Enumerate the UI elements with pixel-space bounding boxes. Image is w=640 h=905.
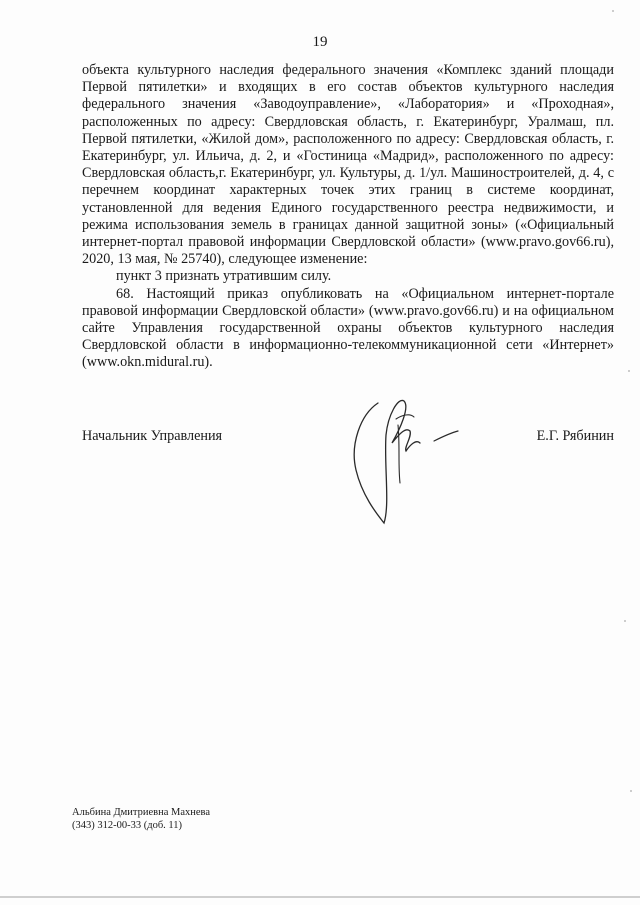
signature-block [82,428,614,448]
scan-artifact [612,10,614,12]
scan-artifact [628,370,630,372]
document-body [82,62,614,372]
page-number: 19 [312,34,328,50]
position-title: Начальник Управления [82,428,223,444]
contact-phone: (343) 312-00-33 (доб. 11) [72,820,183,831]
scan-artifact [624,620,626,622]
executor-footer [72,806,210,832]
paragraph-68: 68. Настоящий приказ опубликовать на «Официальном интернет-портале правовой информации Свердловской области» (www.pravo.gov66.ru) и на официальном сайте Управления государственной охраны объектов культурного наследия Свердловской области в информационно-телекоммуникационной сети «Интернет» (www.okn.midural.ru). [82,285,614,371]
paragraph-continuation: объекта культурного наследия федерального значения «Комплекс зданий площади Первой пятилетки» и входящих в его состав объектов культурного наследия федерального значения «Заводоуправление», «Лаборатория» и «Проходная», расположенных по адресу: Свердловская область, г. Екатеринбург, Уралмаш, пл. Первой пятилетки, «Жилой дом», расположенного по адресу: Свердловская область, г. Екатеринбург, ул. Ильича, д. 2, и «Гостиница «Мадрид», расположенного по адресу: Свердловская область,г. Екатеринбург, ул. Культуры, д. 1/ул. Машиностроителей, д. 4, с перечнем координат характерных точек этих границ в системе координат, установленной для ведения Единого государственного реестра недвижимости, и режима использования земель в границах данной защитной зоны» («Официальный интернет-портал правовой информации Свердловской области» (www.pravo.gov66.ru), 2020, 13 мая, № 25740), следующее изменение: [82,62,614,268]
page-bottom-edge [0,896,640,898]
paragraph-item-3: пункт 3 признать утратившим силу. [116,268,332,285]
handwritten-signature [340,385,480,535]
scan-artifact [630,790,632,792]
signer-name: Е.Г. Рябинин [536,428,614,444]
contact-name: Альбина Дмитриевна Махнева [72,807,211,818]
